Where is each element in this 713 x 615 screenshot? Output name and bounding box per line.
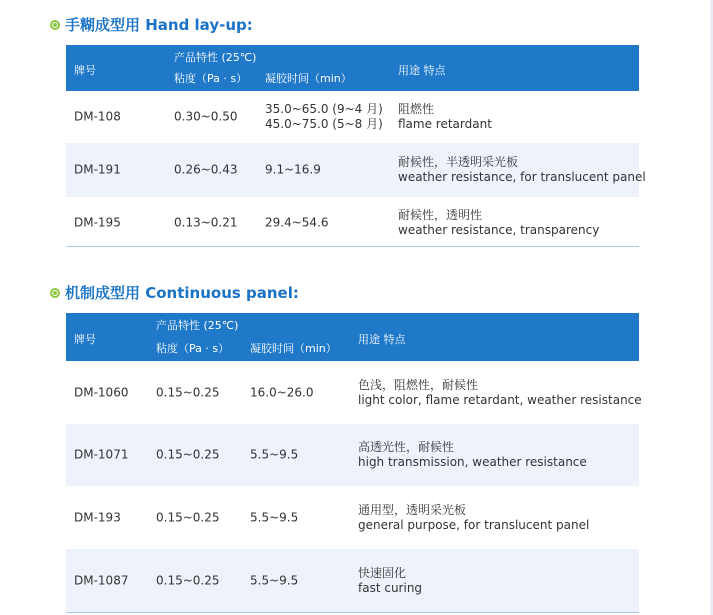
cell-use: [358, 440, 587, 470]
section-title: [50, 282, 299, 302]
cell-grade: DM-195: [74, 215, 121, 230]
cell-use: [398, 102, 492, 132]
table-row: [66, 91, 639, 143]
header-grade: 牌号: [74, 64, 96, 77]
header-grade: 牌号: [74, 333, 96, 346]
section-title-text: 手糊成型用 Hand lay-up:: [65, 15, 253, 34]
cell-gel-time: 9.1~16.9: [265, 162, 321, 177]
bullet-icon: [50, 288, 60, 298]
cell-use-cn: 阻燃性: [398, 102, 435, 116]
cell-gel-time: 5.5~9.5: [250, 510, 299, 524]
table-continuous-panel: [66, 313, 642, 612]
cell-use: [358, 378, 642, 408]
cell-use: [398, 155, 646, 185]
cell-use-en: weather resistance, transparency: [398, 223, 600, 237]
cell-viscosity: 0.30~0.50: [174, 109, 238, 124]
table-hand-layup: [66, 45, 646, 249]
cell-grade: DM-1060: [74, 385, 129, 399]
cell-gel-time: 5.5~9.5: [250, 447, 299, 462]
cell-gel-line1: 35.0~65.0 (9~4 月): [265, 102, 383, 116]
cell-gel-time: 5.5~9.5: [250, 573, 299, 587]
cell-grade: DM-1087: [74, 573, 129, 587]
cell-grade: DM-108: [74, 109, 121, 124]
bullet-icon: [50, 20, 60, 30]
section-title: [50, 14, 253, 34]
header-gel-time: 凝胶时间（min）: [250, 342, 337, 355]
cell-use-en: high transmission, weather resistance: [358, 455, 587, 469]
cell-use-en: fast curing: [358, 580, 423, 595]
table-row: [66, 549, 639, 612]
cell-viscosity: 0.15~0.25: [156, 510, 220, 524]
table-row: [66, 197, 639, 249]
cell-grade: DM-1071: [74, 447, 129, 462]
table-row: [66, 486, 639, 549]
cell-use-en: general purpose, for translucent panel: [358, 517, 590, 532]
table-bottom-rule: [66, 612, 639, 613]
header-use: 用途 特点: [398, 64, 446, 77]
cell-use: [358, 503, 589, 533]
table-row: [66, 424, 639, 486]
section-hand-layup: [50, 14, 253, 34]
cell-viscosity: 0.15~0.25: [156, 447, 220, 462]
header-use: 用途 特点: [358, 333, 406, 346]
cell-gel-time: 29.4~54.6: [265, 215, 329, 230]
cell-grade: DM-191: [74, 162, 121, 177]
cell-use-cn: 快速固化: [358, 565, 407, 580]
cell-use-en: weather resistance, for translucent panel: [398, 170, 646, 184]
section-continuous-panel: [50, 282, 299, 302]
cell-use-cn: 耐候性，半透明采光板: [398, 155, 519, 169]
cell-use-cn: 通用型，透明采光板: [358, 502, 467, 517]
header-props: 产品特性 (25℃): [156, 319, 239, 332]
cell-gel-time: 16.0~26.0: [250, 385, 314, 399]
cell-use-cn: 色浅，阻燃性，耐候性: [358, 377, 479, 392]
table-row: [66, 361, 642, 424]
cell-viscosity: 0.15~0.25: [156, 385, 220, 399]
table-header: [66, 45, 639, 91]
section-title-text: 机制成型用 Continuous panel:: [65, 283, 299, 302]
table-row: [66, 143, 646, 197]
cell-use-en: flame retardant: [398, 117, 492, 131]
cell-gel-time: [265, 102, 383, 132]
header-viscosity: 粘度（Pa · s）: [156, 342, 230, 355]
header-props: 产品特性 (25℃): [174, 51, 257, 64]
header-gel-time: 凝胶时间（min）: [265, 72, 352, 85]
table-header: [66, 313, 639, 361]
cell-viscosity: 0.15~0.25: [156, 573, 220, 587]
header-viscosity: 粘度（Pa · s）: [174, 72, 248, 85]
cell-use-en: light color, flame retardant, weather resistance: [358, 392, 642, 407]
table-bottom-rule: [66, 246, 639, 247]
cell-use: [358, 566, 422, 596]
cell-viscosity: 0.26~0.43: [174, 162, 238, 177]
cell-use-cn: 高透光性，耐候性: [358, 440, 455, 454]
cell-grade: DM-193: [74, 510, 121, 524]
cell-viscosity: 0.13~0.21: [174, 215, 238, 230]
cell-use-cn: 耐候性，透明性: [398, 208, 483, 222]
cell-use: [398, 208, 599, 238]
cell-gel-line2: 45.0~75.0 (5~8 月): [265, 117, 383, 131]
